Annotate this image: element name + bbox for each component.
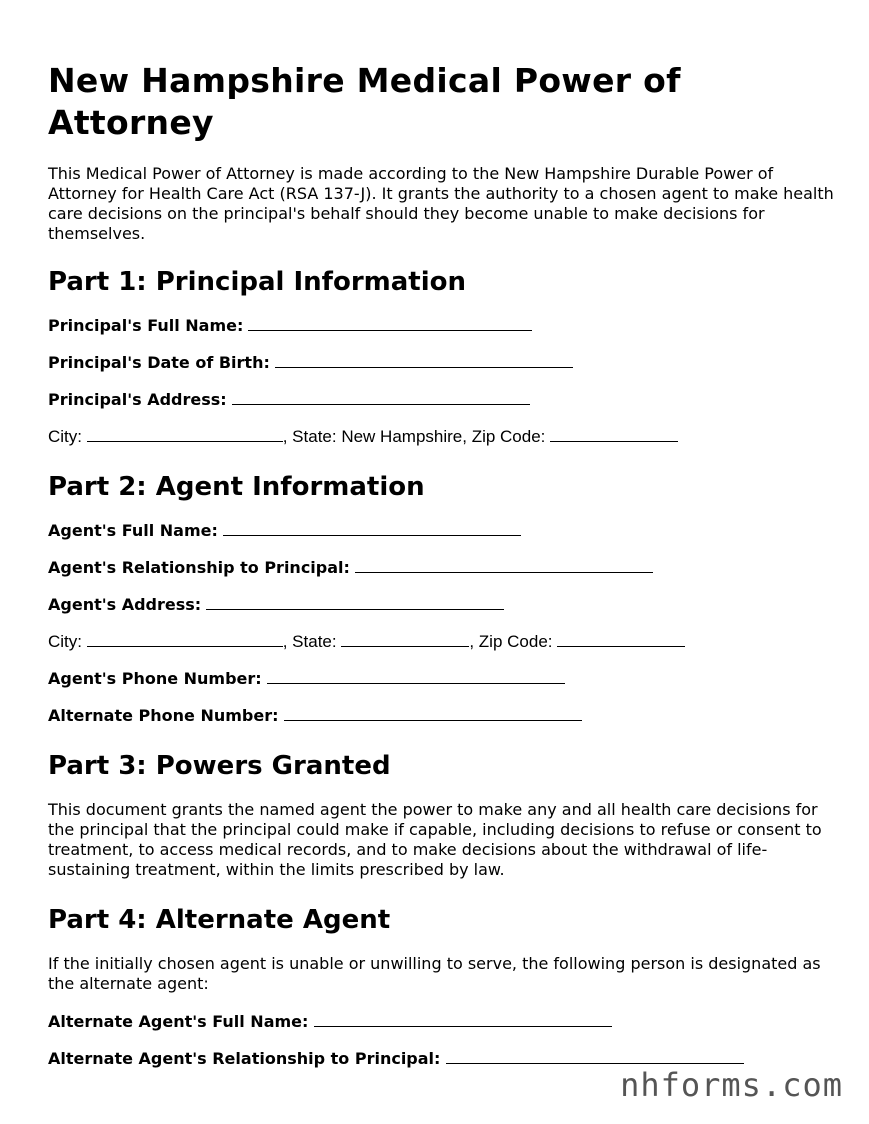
agent-address-line[interactable]: [206, 595, 504, 610]
alternate-agent-relationship-line[interactable]: [446, 1049, 744, 1064]
principal-zip-line[interactable]: [550, 427, 678, 442]
agent-name-field: [48, 521, 838, 541]
alternate-phone-line[interactable]: [284, 706, 582, 721]
principal-city-line[interactable]: [87, 427, 283, 442]
agent-state-label: , State:: [282, 632, 337, 651]
agent-city-label: City:: [48, 632, 82, 651]
principal-address-field: [48, 390, 838, 410]
agent-name-label: Agent's Full Name:: [48, 521, 218, 540]
principal-state-zip-label: , State: New Hampshire, Zip Code:: [282, 427, 546, 446]
agent-city-line[interactable]: [87, 632, 283, 647]
agent-relationship-line[interactable]: [355, 558, 653, 573]
alternate-phone-label: Alternate Phone Number:: [48, 706, 279, 725]
agent-phone-line[interactable]: [267, 669, 565, 684]
principal-dob-field: [48, 353, 838, 373]
alternate-agent-name-field: [48, 1012, 838, 1032]
principal-address-line[interactable]: [232, 390, 530, 405]
part2-heading: Part 2: Agent Information: [48, 472, 425, 502]
alternate-agent-paragraph: If the initially chosen agent is unable or unwilling to serve, the following person is designated as the alternate agent:: [48, 954, 821, 993]
agent-name-line[interactable]: [223, 521, 521, 536]
alternate-agent-name-line[interactable]: [314, 1012, 612, 1027]
alternate-phone-field: [48, 706, 838, 726]
agent-address-field: [48, 595, 838, 615]
principal-name-line[interactable]: [248, 316, 532, 331]
principal-dob-line[interactable]: [275, 353, 573, 368]
document-title: New Hampshire Medical Power of Attorney: [48, 61, 681, 142]
powers-paragraph: This document grants the named agent the power to make any and all health care decisions for the principal that the principal could make if capable, including decisions to refuse or consent to treatment, to access medical records, and to make decisions about the withdrawal of life-sustaining treatment, within the limits prescribed by law.: [48, 800, 822, 879]
agent-zip-label: , Zip Code:: [469, 632, 553, 651]
agent-phone-label: Agent's Phone Number:: [48, 669, 262, 688]
agent-address-label: Agent's Address:: [48, 595, 202, 614]
principal-dob-label: Principal's Date of Birth:: [48, 353, 270, 372]
document-page: [48, 60, 838, 1086]
part4-heading: Part 4: Alternate Agent: [48, 905, 391, 935]
principal-name-label: Principal's Full Name:: [48, 316, 244, 335]
agent-relationship-label: Agent's Relationship to Principal:: [48, 558, 350, 577]
principal-name-field: [48, 316, 838, 336]
agent-state-line[interactable]: [341, 632, 469, 647]
principal-city-label: City:: [48, 427, 82, 446]
part1-heading: Part 1: Principal Information: [48, 267, 467, 297]
principal-address-label: Principal's Address:: [48, 390, 227, 409]
principal-city-field: [48, 427, 838, 447]
agent-phone-field: [48, 669, 838, 689]
alternate-agent-relationship-label: Alternate Agent's Relationship to Principal:: [48, 1049, 441, 1068]
intro-paragraph: This Medical Power of Attorney is made according to the New Hampshire Durable Power of Attorney for Health Care Act (RSA 137-J). It grants the authority to a chosen agent to make health care decisions on the principal's behalf should they become unable to make decisions for themselves.: [48, 164, 834, 243]
alternate-agent-name-label: Alternate Agent's Full Name:: [48, 1012, 309, 1031]
agent-city-field: [48, 632, 838, 652]
agent-relationship-field: [48, 558, 838, 578]
watermark-text: nhforms.com: [620, 1066, 843, 1104]
part3-heading: Part 3: Powers Granted: [48, 751, 391, 781]
agent-zip-line[interactable]: [557, 632, 685, 647]
